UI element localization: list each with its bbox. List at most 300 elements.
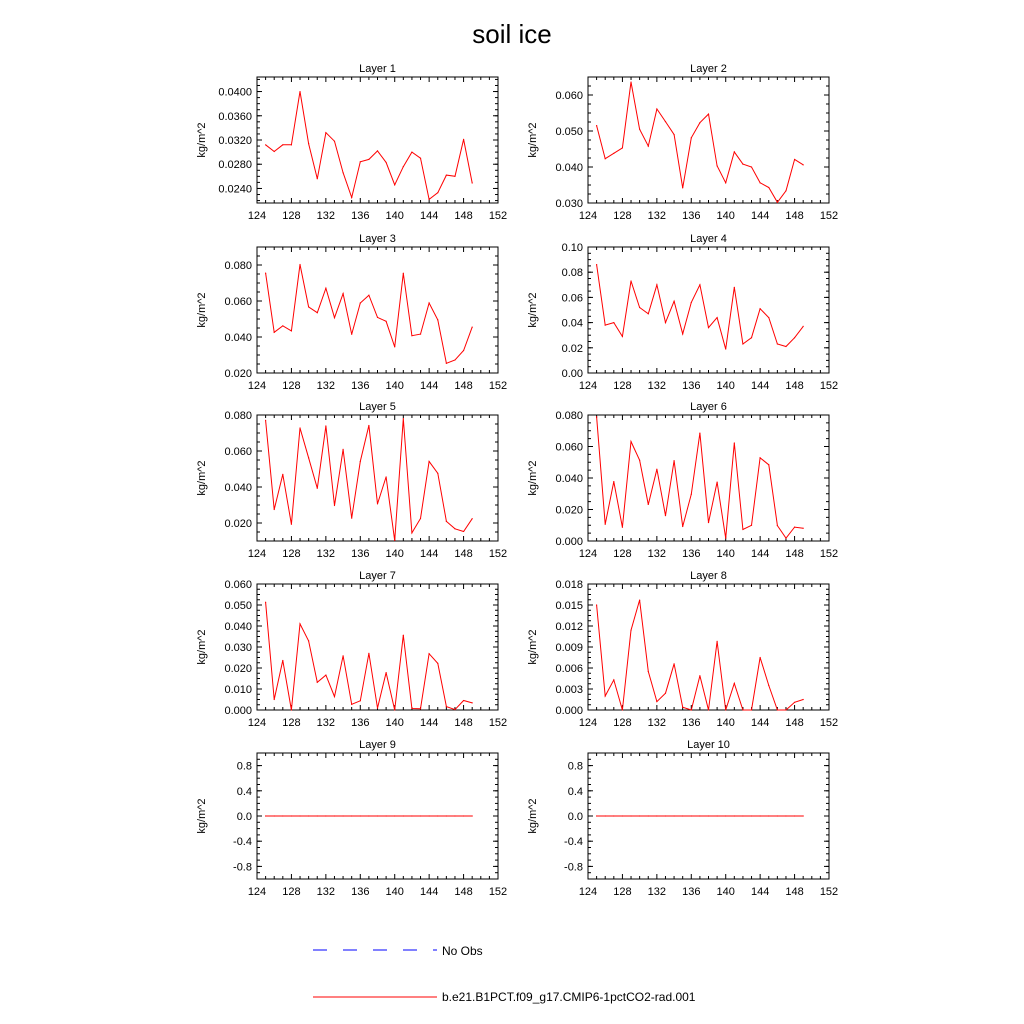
y-axis-label: kg/m^2 [196, 798, 208, 834]
x-tick-label: 148 [785, 210, 804, 222]
panel-title: Layer 2 [690, 63, 727, 75]
x-tick-label: 144 [419, 210, 439, 222]
data-point [777, 202, 778, 203]
data-point [665, 121, 666, 122]
y-axis-label: kg/m^2 [196, 460, 208, 496]
data-point [596, 264, 597, 265]
data-point [717, 641, 718, 642]
series-line [266, 602, 473, 710]
x-tick-label: 136 [351, 548, 370, 560]
panel-layer-8 [527, 570, 838, 729]
x-tick-label: 140 [385, 717, 404, 729]
data-point [794, 159, 795, 160]
data-point [717, 317, 718, 318]
data-point [325, 675, 326, 676]
y-tick-label: 0.060 [224, 446, 252, 458]
x-tick-label: 136 [351, 886, 370, 898]
data-point [394, 346, 395, 347]
x-tick-label: 144 [750, 886, 770, 898]
y-tick-label: 0.000 [555, 705, 583, 717]
data-point [472, 815, 473, 816]
data-point [656, 108, 657, 109]
data-point [454, 815, 455, 816]
data-point [360, 815, 361, 816]
data-point [334, 141, 335, 142]
data-point [622, 815, 623, 816]
y-tick-label: 0.080 [224, 410, 252, 422]
data-point [760, 657, 761, 658]
data-point [639, 460, 640, 461]
data-point [768, 685, 769, 686]
x-tick-label: 136 [351, 717, 370, 729]
y-axis-label: kg/m^2 [527, 122, 539, 158]
panel-title: Layer 1 [359, 63, 396, 75]
data-point [751, 337, 752, 338]
series-line [266, 419, 473, 541]
data-point [613, 679, 614, 680]
y-tick-label: 0.4 [567, 785, 583, 798]
data-point [760, 815, 761, 816]
data-point [648, 313, 649, 314]
data-point [691, 815, 692, 816]
data-point [717, 481, 718, 482]
y-tick-label: -0.4 [564, 836, 583, 849]
y-tick-label: 0.0320 [218, 135, 252, 147]
data-point [622, 709, 623, 710]
data-point [299, 815, 300, 816]
panel-layer-7 [196, 570, 507, 729]
data-point [282, 144, 283, 145]
data-point [777, 343, 778, 344]
data-point [742, 529, 743, 530]
x-tick-label: 132 [316, 548, 336, 560]
chart-title: soil ice [472, 19, 552, 49]
data-point [725, 815, 726, 816]
data-point [360, 461, 361, 462]
panel-layer-2 [527, 63, 838, 222]
x-tick-label: 124 [578, 886, 598, 898]
data-point [725, 709, 726, 710]
data-point [742, 343, 743, 344]
data-point [682, 333, 683, 334]
data-point [317, 488, 318, 489]
data-point [708, 709, 709, 710]
data-point [760, 182, 761, 183]
data-point [454, 359, 455, 360]
data-point [325, 288, 326, 289]
data-point [691, 302, 692, 303]
data-point [803, 164, 804, 165]
data-point [446, 815, 447, 816]
x-tick-label: 124 [247, 380, 267, 392]
x-tick-label: 128 [613, 886, 632, 898]
y-tick-label: 0.040 [224, 482, 252, 494]
x-tick-label: 140 [716, 210, 735, 222]
x-tick-label: 124 [247, 548, 267, 560]
y-tick-label: 0.0 [567, 811, 583, 823]
panel-frame [257, 415, 498, 541]
panel-title: Layer 6 [690, 401, 727, 413]
y-tick-label: 0.8 [567, 760, 583, 773]
y-tick-label: 0.060 [555, 90, 583, 102]
data-point [420, 708, 421, 709]
data-point [605, 524, 606, 525]
data-point [274, 509, 275, 510]
data-point [656, 284, 657, 285]
data-point [299, 427, 300, 428]
data-point [760, 457, 761, 458]
x-tick-label: 132 [647, 886, 667, 898]
x-tick-label: 124 [578, 548, 598, 560]
data-point [596, 416, 597, 417]
data-point [334, 696, 335, 697]
data-point [803, 699, 804, 700]
data-point [742, 815, 743, 816]
data-point [648, 815, 649, 816]
x-tick-label: 136 [351, 210, 370, 222]
y-tick-label: 0.030 [224, 642, 252, 654]
x-tick-label: 128 [282, 380, 301, 392]
y-tick-label: 0.00 [561, 368, 583, 380]
data-point [742, 164, 743, 165]
data-point [420, 815, 421, 816]
x-tick-label: 148 [785, 886, 804, 898]
data-point [777, 709, 778, 710]
y-tick-label: 0.4 [236, 785, 252, 798]
data-point [760, 308, 761, 309]
data-point [794, 527, 795, 528]
x-tick-label: 132 [316, 210, 336, 222]
data-point [265, 815, 266, 816]
series-line [597, 265, 804, 350]
data-point [699, 433, 700, 434]
y-tick-label: 0.06 [561, 292, 583, 305]
y-tick-label: 0.018 [555, 579, 583, 591]
x-tick-label: 152 [819, 380, 839, 392]
data-point [665, 693, 666, 694]
y-tick-label: 0.006 [555, 663, 583, 675]
data-point [639, 129, 640, 130]
legend-obs-label: No Obs [442, 944, 483, 958]
x-tick-label: 144 [419, 380, 439, 392]
data-point [472, 182, 473, 183]
y-tick-label: 0.060 [555, 441, 583, 454]
data-point [648, 504, 649, 505]
data-point [622, 527, 623, 528]
data-point [291, 815, 292, 816]
legend [313, 944, 696, 1004]
data-point [351, 704, 352, 705]
y-tick-label: -0.8 [564, 861, 583, 874]
x-tick-label: 128 [282, 210, 301, 222]
data-point [630, 280, 631, 281]
data-point [768, 317, 769, 318]
panel-grid [196, 63, 838, 898]
y-tick-label: 0.050 [224, 600, 252, 612]
x-tick-label: 148 [785, 380, 804, 392]
data-point [429, 461, 430, 462]
x-tick-label: 152 [488, 717, 508, 729]
y-tick-label: 0.080 [224, 260, 252, 272]
data-point [351, 518, 352, 519]
data-point [673, 301, 674, 302]
data-point [463, 531, 464, 532]
series-line [266, 92, 473, 200]
data-point [394, 709, 395, 710]
panel-layer-4 [527, 233, 838, 392]
data-point [665, 515, 666, 516]
panel-layer-9 [196, 739, 507, 898]
x-tick-label: 132 [316, 886, 336, 898]
y-tick-label: 0.060 [224, 296, 252, 308]
data-point [360, 161, 361, 162]
data-point [734, 683, 735, 684]
data-point [751, 709, 752, 710]
data-point [794, 702, 795, 703]
panel-title: Layer 9 [359, 739, 396, 751]
y-tick-label: 0.020 [555, 504, 583, 517]
y-tick-label: 0.0400 [218, 86, 252, 99]
data-point [437, 815, 438, 816]
x-tick-label: 128 [613, 210, 632, 222]
data-point [291, 330, 292, 331]
y-axis-label: kg/m^2 [196, 292, 208, 328]
y-tick-label: 0.020 [224, 663, 252, 675]
data-point [317, 178, 318, 179]
data-point [777, 815, 778, 816]
data-point [446, 521, 447, 522]
y-tick-label: 0.8 [236, 760, 252, 773]
data-point [656, 469, 657, 470]
data-point [665, 815, 666, 816]
data-point [742, 709, 743, 710]
data-point [334, 815, 335, 816]
data-point [351, 334, 352, 335]
x-tick-label: 124 [247, 717, 267, 729]
data-point [768, 464, 769, 465]
data-point [274, 815, 275, 816]
data-point [463, 700, 464, 701]
data-point [437, 473, 438, 474]
panel-title: Layer 10 [687, 739, 730, 751]
y-tick-label: 0.080 [555, 410, 583, 422]
x-tick-label: 128 [613, 380, 632, 392]
data-point [648, 146, 649, 147]
x-tick-label: 132 [647, 717, 667, 729]
y-tick-label: -0.4 [233, 836, 252, 849]
data-point [691, 709, 692, 710]
data-point [682, 526, 683, 527]
data-point [454, 176, 455, 177]
data-point [803, 528, 804, 529]
data-point [673, 460, 674, 461]
data-point [622, 147, 623, 148]
x-tick-label: 140 [716, 717, 735, 729]
y-tick-label: 0.020 [224, 518, 252, 530]
panel-frame [588, 77, 829, 203]
series-line [597, 82, 804, 202]
data-point [265, 420, 266, 421]
data-point [351, 197, 352, 198]
panel-layer-1 [196, 63, 507, 222]
data-point [472, 518, 473, 519]
data-point [308, 143, 309, 144]
panel-layer-10 [527, 739, 838, 898]
y-tick-label: 0.003 [555, 684, 583, 696]
data-point [437, 663, 438, 664]
data-point [596, 125, 597, 126]
data-point [613, 815, 614, 816]
panel-title: Layer 7 [359, 570, 396, 582]
data-point [420, 518, 421, 519]
x-tick-label: 128 [613, 548, 632, 560]
data-point [639, 307, 640, 308]
panel-frame [257, 247, 498, 373]
data-point [708, 327, 709, 328]
data-point [622, 336, 623, 337]
x-tick-label: 148 [454, 886, 473, 898]
data-point [368, 653, 369, 654]
x-tick-label: 132 [647, 548, 667, 560]
data-point [785, 709, 786, 710]
y-axis-label: kg/m^2 [196, 122, 208, 158]
data-point [325, 815, 326, 816]
data-point [377, 150, 378, 151]
panel-layer-6 [527, 401, 838, 560]
data-point [308, 306, 309, 307]
data-point [665, 322, 666, 323]
x-tick-label: 136 [682, 717, 701, 729]
x-tick-label: 132 [316, 380, 336, 392]
data-point [446, 706, 447, 707]
data-point [394, 540, 395, 541]
data-point [429, 653, 430, 654]
x-tick-label: 148 [454, 548, 473, 560]
data-point [699, 675, 700, 676]
data-point [794, 815, 795, 816]
data-point [377, 317, 378, 318]
y-tick-label: 0.0360 [218, 110, 252, 123]
x-tick-label: 124 [578, 210, 598, 222]
data-point [342, 293, 343, 294]
x-tick-label: 152 [819, 717, 839, 729]
x-tick-label: 148 [454, 210, 473, 222]
x-tick-label: 152 [488, 548, 508, 560]
data-point [377, 708, 378, 709]
x-tick-label: 148 [454, 717, 473, 729]
y-tick-label: 0.040 [555, 473, 583, 485]
x-tick-label: 124 [578, 717, 598, 729]
y-tick-label: 0.040 [224, 332, 252, 344]
data-point [446, 175, 447, 176]
y-axis-label: kg/m^2 [527, 292, 539, 328]
data-point [725, 538, 726, 539]
data-point [403, 273, 404, 274]
data-point [785, 346, 786, 347]
y-tick-label: 0.0240 [218, 183, 252, 196]
x-tick-label: 128 [282, 717, 301, 729]
x-tick-label: 136 [351, 380, 370, 392]
y-tick-label: 0.0280 [218, 159, 252, 172]
data-point [454, 709, 455, 710]
data-point [386, 162, 387, 163]
x-tick-label: 144 [750, 717, 770, 729]
data-point [472, 702, 473, 703]
data-point [699, 815, 700, 816]
x-tick-label: 128 [282, 548, 301, 560]
panel-title: Layer 8 [690, 570, 727, 582]
data-point [463, 350, 464, 351]
data-point [708, 522, 709, 523]
data-point [351, 815, 352, 816]
x-tick-label: 140 [716, 380, 735, 392]
panel-title: Layer 4 [690, 233, 727, 245]
data-point [429, 815, 430, 816]
data-point [639, 600, 640, 601]
data-point [605, 325, 606, 326]
data-point [734, 151, 735, 152]
data-point [265, 273, 266, 274]
data-point [411, 815, 412, 816]
y-tick-label: 0.040 [224, 621, 252, 633]
data-point [691, 494, 692, 495]
data-point [282, 474, 283, 475]
data-point [613, 153, 614, 154]
data-point [446, 363, 447, 364]
data-point [682, 815, 683, 816]
data-point [803, 326, 804, 327]
data-point [717, 165, 718, 166]
x-tick-label: 152 [819, 886, 839, 898]
data-point [437, 319, 438, 320]
data-point [596, 815, 597, 816]
data-point [605, 815, 606, 816]
data-point [734, 442, 735, 443]
data-point [725, 348, 726, 349]
data-point [803, 815, 804, 816]
y-tick-label: 0.000 [555, 536, 583, 548]
panel-layer-5 [196, 401, 507, 560]
x-tick-label: 144 [750, 548, 770, 560]
data-point [411, 152, 412, 153]
data-point [342, 655, 343, 656]
data-point [386, 476, 387, 477]
data-point [725, 182, 726, 183]
x-tick-label: 144 [750, 210, 770, 222]
data-point [639, 815, 640, 816]
data-point [630, 441, 631, 442]
x-tick-label: 136 [682, 886, 701, 898]
x-tick-label: 140 [385, 380, 404, 392]
x-tick-label: 144 [419, 886, 439, 898]
data-point [673, 663, 674, 664]
data-point [673, 134, 674, 135]
data-point [463, 815, 464, 816]
x-tick-label: 144 [419, 717, 439, 729]
x-tick-label: 140 [385, 886, 404, 898]
panel-title: Layer 5 [359, 401, 396, 413]
data-point [699, 284, 700, 285]
data-point [291, 524, 292, 525]
data-point [734, 287, 735, 288]
data-point [394, 815, 395, 816]
data-point [751, 815, 752, 816]
data-point [777, 525, 778, 526]
data-point [299, 623, 300, 624]
y-tick-label: 0.050 [555, 126, 583, 138]
data-point [368, 159, 369, 160]
data-point [768, 187, 769, 188]
